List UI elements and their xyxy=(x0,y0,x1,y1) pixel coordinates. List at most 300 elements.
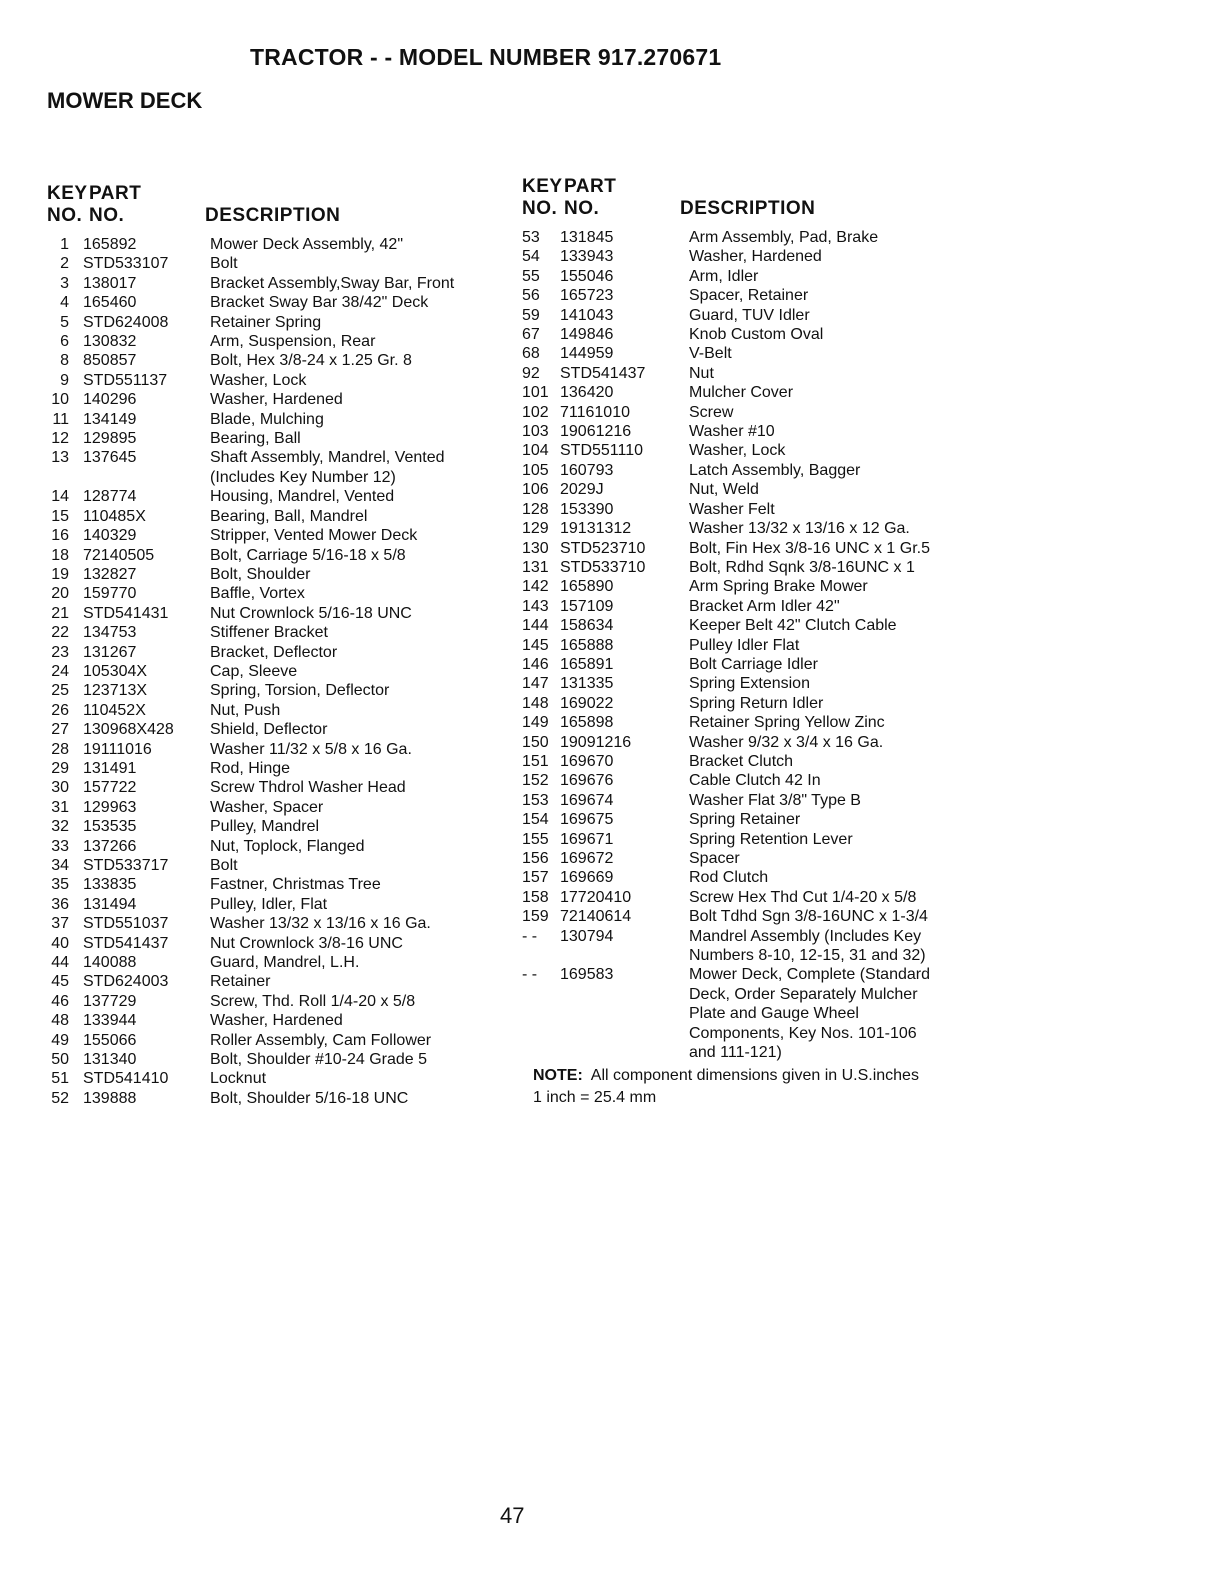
part-description: Bolt, Shoulder xyxy=(210,565,311,583)
note-conversion: 1 inch = 25.4 mm xyxy=(533,1089,657,1106)
part-number: 128774 xyxy=(83,488,137,506)
key-number: 22 xyxy=(51,624,69,642)
table-row xyxy=(47,740,507,759)
part-number: 132827 xyxy=(83,565,137,583)
table-row xyxy=(47,934,507,953)
key-number: 35 xyxy=(51,876,69,894)
part-description: Blade, Mulching xyxy=(210,410,324,428)
part-number: 157722 xyxy=(83,779,137,797)
key-number: - - xyxy=(522,966,538,984)
table-row xyxy=(522,810,992,829)
table-row xyxy=(522,306,992,325)
key-number: 103 xyxy=(522,423,549,441)
table-row xyxy=(522,500,992,519)
key-number: 40 xyxy=(51,934,69,952)
table-row xyxy=(47,1031,507,1050)
part-number: 165892 xyxy=(83,236,137,253)
part-number: 2029J xyxy=(560,481,604,499)
part-description: Washer, Lock xyxy=(210,371,307,389)
table-row xyxy=(47,895,507,914)
table-row xyxy=(522,888,992,907)
key-number: 18 xyxy=(51,546,69,564)
part-description: Bearing, Ball, Mandrel xyxy=(210,507,368,525)
header-key: KEY xyxy=(522,176,563,197)
key-number: 29 xyxy=(51,759,69,777)
key-number: 143 xyxy=(522,597,549,615)
part-number: 131494 xyxy=(83,895,137,913)
key-number: 49 xyxy=(51,1031,69,1049)
parts-list-right xyxy=(522,228,992,1062)
part-number: STD541410 xyxy=(83,1070,169,1088)
table-row xyxy=(47,390,507,409)
key-number: 45 xyxy=(51,973,69,991)
header-key-no: NO. xyxy=(47,205,83,226)
part-number: 72140505 xyxy=(83,546,155,564)
table-row xyxy=(522,247,992,266)
table-row xyxy=(47,332,507,351)
part-number: 165891 xyxy=(560,655,614,673)
key-number: 5 xyxy=(60,313,69,331)
part-description: Pulley, Mandrel xyxy=(210,818,320,836)
part-number: 140088 xyxy=(83,954,137,972)
key-number: 48 xyxy=(51,1012,69,1030)
key-number: 16 xyxy=(51,527,69,545)
part-description: Pulley, Idler, Flat xyxy=(210,895,328,913)
table-row xyxy=(522,286,992,305)
part-number: 157109 xyxy=(560,597,614,615)
key-number: 2 xyxy=(60,255,69,273)
table-row xyxy=(522,733,992,752)
part-description: Shaft Assembly, Mandrel, Vented (Includes Key Number 12) xyxy=(210,449,445,486)
part-number: 155046 xyxy=(560,267,614,285)
key-number: 37 xyxy=(51,915,69,933)
key-number: 102 xyxy=(522,403,549,421)
part-number: 169670 xyxy=(560,752,614,770)
part-description: Arm, Suspension, Rear xyxy=(210,333,376,351)
part-description: Bolt Tdhd Sgn 3/8-16UNC x 1-3/4 xyxy=(689,908,928,926)
part-description: Arm Spring Brake Mower xyxy=(689,578,868,596)
key-number: 51 xyxy=(51,1070,69,1088)
table-row xyxy=(47,584,507,603)
part-number: 134149 xyxy=(83,410,137,428)
key-number: 50 xyxy=(51,1051,69,1069)
key-number: 145 xyxy=(522,636,549,654)
key-number: 144 xyxy=(522,617,549,635)
table-row xyxy=(522,383,992,402)
table-row xyxy=(522,597,992,616)
table-row xyxy=(522,927,992,966)
key-number: 159 xyxy=(522,908,549,926)
table-row xyxy=(47,410,507,429)
part-number: 149846 xyxy=(560,326,614,344)
table-row xyxy=(47,1050,507,1069)
table-row xyxy=(47,875,507,894)
part-number: 131845 xyxy=(560,229,614,246)
table-row xyxy=(522,868,992,887)
part-description: Bolt, Hex 3/8-24 x 1.25 Gr. 8 xyxy=(210,352,412,370)
table-row xyxy=(47,274,507,293)
table-row xyxy=(47,235,507,254)
table-row xyxy=(522,267,992,286)
part-number: 110452X xyxy=(83,701,146,719)
part-description: Mower Deck, Complete (Standard Deck, Order Separately Mulcher Plate and Gauge Wheel Components, Key Nos. 101-106 and 111-121) xyxy=(689,966,930,1062)
part-number: STD551037 xyxy=(83,915,169,933)
part-description: Bolt, Rdhd Sqnk 3/8-16UNC x 1 xyxy=(689,558,915,576)
part-description: Bolt, Shoulder 5/16-18 UNC xyxy=(210,1089,409,1107)
part-description: Arm Assembly, Pad, Brake xyxy=(689,229,879,246)
part-number: STD541431 xyxy=(83,604,169,622)
part-description: Pulley Idler Flat xyxy=(689,636,800,654)
table-row xyxy=(522,830,992,849)
table-row xyxy=(47,1069,507,1088)
key-number: 30 xyxy=(51,779,69,797)
part-number: 169022 xyxy=(560,694,614,712)
key-number: 131 xyxy=(522,558,549,576)
part-description: Washer #10 xyxy=(689,423,775,441)
part-number: 139888 xyxy=(83,1089,137,1107)
part-number: 130968X428 xyxy=(83,721,174,739)
part-number: 153390 xyxy=(560,500,614,518)
key-number: 28 xyxy=(51,740,69,758)
part-number: 19111016 xyxy=(83,740,152,758)
part-description: Rod Clutch xyxy=(689,869,769,887)
part-description: Spacer, Retainer xyxy=(689,287,809,305)
part-number: 138017 xyxy=(83,274,137,292)
part-description: Nut xyxy=(689,364,714,382)
table-row xyxy=(522,771,992,790)
part-number: 110485X xyxy=(83,507,146,525)
part-number: 131340 xyxy=(83,1051,137,1069)
part-number: STD533710 xyxy=(560,558,646,576)
table-row xyxy=(522,344,992,363)
part-description: Washer 13/32 x 13/16 x 16 Ga. xyxy=(210,915,431,933)
part-description: Retainer xyxy=(210,973,271,991)
part-number: 133835 xyxy=(83,876,137,894)
table-row xyxy=(47,972,507,991)
part-number: 105304X xyxy=(83,662,148,680)
part-description: Spacer xyxy=(689,850,740,867)
table-row xyxy=(522,907,992,926)
key-number: 26 xyxy=(51,701,69,719)
page-title: TRACTOR - - MODEL NUMBER 917.270671 xyxy=(250,44,722,70)
part-number: 850857 xyxy=(83,352,137,370)
part-description: Nut Crownlock 5/16-18 UNC xyxy=(210,604,412,622)
key-number: 23 xyxy=(51,643,69,661)
parts-column-right xyxy=(522,176,992,1062)
table-row xyxy=(47,313,507,332)
part-number: 165898 xyxy=(560,714,614,732)
part-description: Cable Clutch 42 In xyxy=(689,772,821,790)
part-number: 17720410 xyxy=(560,888,632,906)
table-row xyxy=(522,965,992,1062)
part-description: Nut, Toplock, Flanged xyxy=(210,837,365,855)
part-number: 169669 xyxy=(560,869,614,887)
part-number: STD533717 xyxy=(83,857,169,874)
part-description: Bearing, Ball xyxy=(210,430,301,448)
table-row xyxy=(47,371,507,390)
table-row xyxy=(522,228,992,247)
key-number: 101 xyxy=(522,384,549,402)
part-description: Roller Assembly, Cam Follower xyxy=(210,1031,432,1049)
table-row xyxy=(522,403,992,422)
key-number: 36 xyxy=(51,895,69,913)
key-number: 106 xyxy=(522,481,549,499)
header-key-no: NO. xyxy=(522,198,558,219)
part-description: Knob Custom Oval xyxy=(689,326,824,344)
part-description: Retainer Spring Yellow Zinc xyxy=(689,714,885,732)
table-row xyxy=(522,636,992,655)
table-row xyxy=(522,519,992,538)
part-number: 131267 xyxy=(83,643,137,661)
table-row xyxy=(47,487,507,506)
table-row xyxy=(522,441,992,460)
part-number: STD624008 xyxy=(83,313,169,331)
key-number: 8 xyxy=(60,352,69,370)
part-number: 71161010 xyxy=(560,403,630,421)
part-number: 123713X xyxy=(83,682,148,700)
part-description: Mower Deck Assembly, 42" xyxy=(210,236,403,253)
table-row xyxy=(47,643,507,662)
part-number: 133943 xyxy=(560,248,614,266)
part-description: Bolt, Shoulder #10-24 Grade 5 xyxy=(210,1051,428,1069)
table-row xyxy=(522,480,992,499)
key-number: 12 xyxy=(51,430,69,448)
table-row xyxy=(47,953,507,972)
part-number: 19131312 xyxy=(560,520,632,538)
parts-column-left xyxy=(47,183,507,1108)
key-number: 148 xyxy=(522,694,549,712)
key-number: 33 xyxy=(51,837,69,855)
part-description: Keeper Belt 42" Clutch Cable xyxy=(689,617,897,635)
key-number: 130 xyxy=(522,539,549,557)
key-number: 55 xyxy=(522,267,540,285)
key-number: 128 xyxy=(522,500,549,518)
header-description: DESCRIPTION xyxy=(680,198,816,219)
part-number: 131335 xyxy=(560,675,614,693)
table-row xyxy=(522,364,992,383)
key-number: 142 xyxy=(522,578,549,596)
table-row xyxy=(522,422,992,441)
part-number: 130832 xyxy=(83,333,137,351)
part-description: Stiffener Bracket xyxy=(210,624,328,642)
section-title: MOWER DECK xyxy=(47,88,203,113)
part-number: 169583 xyxy=(560,966,614,984)
key-number: 104 xyxy=(522,442,549,460)
part-number: STD551137 xyxy=(83,371,168,389)
part-description: Latch Assembly, Bagger xyxy=(689,461,861,479)
part-description: Bolt xyxy=(210,255,238,273)
key-number: 129 xyxy=(522,520,549,538)
table-row xyxy=(47,604,507,623)
table-row xyxy=(522,655,992,674)
part-description: Bolt, Carriage 5/16-18 x 5/8 xyxy=(210,546,406,564)
part-number: 169672 xyxy=(560,850,614,867)
part-number: 159770 xyxy=(83,585,137,603)
part-description: Stripper, Vented Mower Deck xyxy=(210,527,418,545)
key-number: 14 xyxy=(51,488,69,506)
part-description: Spring Return Idler xyxy=(689,694,824,712)
table-row xyxy=(47,623,507,642)
note-label: NOTE: xyxy=(533,1067,583,1084)
table-row xyxy=(522,558,992,577)
key-number: 31 xyxy=(51,798,69,816)
part-number: STD541437 xyxy=(560,364,646,382)
part-description: Rod, Hinge xyxy=(210,759,291,777)
part-description: Washer, Hardened xyxy=(689,248,822,266)
column-header xyxy=(47,183,507,235)
key-number: 155 xyxy=(522,830,549,848)
part-number: STD624003 xyxy=(83,973,169,991)
table-row xyxy=(522,577,992,596)
table-row xyxy=(47,254,507,273)
part-description: Washer, Lock xyxy=(689,442,786,460)
table-row xyxy=(47,1089,507,1108)
part-description: Spring Extension xyxy=(689,675,810,693)
part-description: Washer, Spacer xyxy=(210,798,324,816)
part-description: Bracket Clutch xyxy=(689,752,794,770)
table-row xyxy=(47,992,507,1011)
key-number: 27 xyxy=(51,721,69,739)
part-description: Nut, Push xyxy=(210,701,281,719)
key-number: 54 xyxy=(522,248,540,266)
part-number: 144959 xyxy=(560,345,614,363)
table-row xyxy=(522,461,992,480)
key-number: 105 xyxy=(522,461,549,479)
part-number: 165460 xyxy=(83,294,137,312)
part-number: STD523710 xyxy=(560,539,646,557)
part-number: 131491 xyxy=(83,759,137,777)
part-number: 169674 xyxy=(560,791,614,809)
part-description: Washer 11/32 x 5/8 x 16 Ga. xyxy=(210,740,412,758)
part-number: 169675 xyxy=(560,811,614,829)
table-row xyxy=(47,720,507,739)
key-number: 158 xyxy=(522,888,549,906)
key-number: 68 xyxy=(522,345,540,363)
part-description: Washer, Hardened xyxy=(210,391,343,409)
note-text: All component dimensions given in U.S.inches xyxy=(590,1067,919,1084)
key-number: 13 xyxy=(51,449,69,467)
part-number: 133944 xyxy=(83,1012,137,1030)
key-number: 59 xyxy=(522,306,540,324)
part-number: 155066 xyxy=(83,1031,137,1049)
part-description: Guard, TUV Idler xyxy=(689,306,810,324)
part-number: 169676 xyxy=(560,772,614,790)
part-description: Screw, Thd. Roll 1/4-20 x 5/8 xyxy=(210,992,416,1010)
part-number: 72140614 xyxy=(560,908,632,926)
key-number: 3 xyxy=(60,274,69,292)
part-description: Fastner, Christmas Tree xyxy=(210,876,381,894)
part-number: 141043 xyxy=(560,306,614,324)
part-number: STD533107 xyxy=(83,255,169,273)
key-number: 53 xyxy=(522,229,540,246)
part-number: 169671 xyxy=(560,830,614,848)
part-description: Locknut xyxy=(210,1070,267,1088)
part-number: 129895 xyxy=(83,430,137,448)
part-description: Washer Felt xyxy=(689,500,775,518)
part-description: Bracket Assembly,Sway Bar, Front xyxy=(210,274,455,292)
part-number: 130794 xyxy=(560,927,614,945)
table-row xyxy=(47,778,507,797)
part-number: 153535 xyxy=(83,818,137,836)
part-description: Housing, Mandrel, Vented xyxy=(210,488,395,506)
part-description: Mulcher Cover xyxy=(689,384,794,402)
table-row xyxy=(47,701,507,720)
header-part-no: NO. xyxy=(564,198,600,219)
table-row xyxy=(47,546,507,565)
key-number: - - xyxy=(522,927,538,945)
header-part-no: NO. xyxy=(89,205,125,226)
table-row xyxy=(47,662,507,681)
key-number: 52 xyxy=(51,1089,69,1107)
table-row xyxy=(47,817,507,836)
table-row xyxy=(47,526,507,545)
table-row xyxy=(47,856,507,875)
key-number: 1 xyxy=(60,236,69,253)
key-number: 149 xyxy=(522,714,549,732)
header-key: KEY xyxy=(47,183,88,204)
part-description: Nut, Weld xyxy=(689,481,759,499)
key-number: 157 xyxy=(522,869,549,887)
part-description: Washer, Hardened xyxy=(210,1012,343,1030)
part-description: Spring Retention Lever xyxy=(689,830,853,848)
part-number: 137729 xyxy=(83,992,137,1010)
key-number: 32 xyxy=(51,818,69,836)
key-number: 92 xyxy=(522,364,540,382)
part-number: 165888 xyxy=(560,636,614,654)
table-row xyxy=(47,798,507,817)
key-number: 25 xyxy=(51,682,69,700)
key-number: 9 xyxy=(60,371,69,389)
part-description: Washer Flat 3/8" Type B xyxy=(689,791,861,809)
key-number: 21 xyxy=(51,604,69,622)
key-number: 11 xyxy=(52,410,69,428)
key-number: 34 xyxy=(51,857,69,874)
table-row xyxy=(47,429,507,448)
key-number: 151 xyxy=(522,752,549,770)
key-number: 156 xyxy=(522,850,549,867)
table-row xyxy=(47,837,507,856)
part-description: Bracket, Deflector xyxy=(210,643,338,661)
part-description: Arm, Idler xyxy=(689,267,759,285)
table-row xyxy=(47,507,507,526)
part-number: 158634 xyxy=(560,617,614,635)
note xyxy=(533,1065,919,1109)
table-row xyxy=(47,565,507,584)
key-number: 46 xyxy=(51,992,69,1010)
key-number: 147 xyxy=(522,675,549,693)
key-number: 15 xyxy=(51,507,69,525)
key-number: 152 xyxy=(522,772,549,790)
part-description: Spring, Torsion, Deflector xyxy=(210,682,390,700)
part-number: 137266 xyxy=(83,837,137,855)
part-description: Shield, Deflector xyxy=(210,721,328,739)
header-description: DESCRIPTION xyxy=(205,205,341,226)
key-number: 4 xyxy=(60,294,69,312)
part-description: Bolt, Fin Hex 3/8-16 UNC x 1 Gr.5 xyxy=(689,539,930,557)
table-row xyxy=(47,293,507,312)
page-number: 47 xyxy=(500,1503,525,1528)
key-number: 44 xyxy=(51,954,69,972)
part-number: STD551110 xyxy=(560,442,644,460)
part-description: Retainer Spring xyxy=(210,313,322,331)
part-description: V-Belt xyxy=(689,345,732,363)
part-description: Spring Retainer xyxy=(689,811,801,829)
table-row xyxy=(522,539,992,558)
part-number: 140329 xyxy=(83,527,137,545)
table-row xyxy=(522,849,992,868)
part-number: 160793 xyxy=(560,461,614,479)
part-description: Guard, Mandrel, L.H. xyxy=(210,954,360,972)
